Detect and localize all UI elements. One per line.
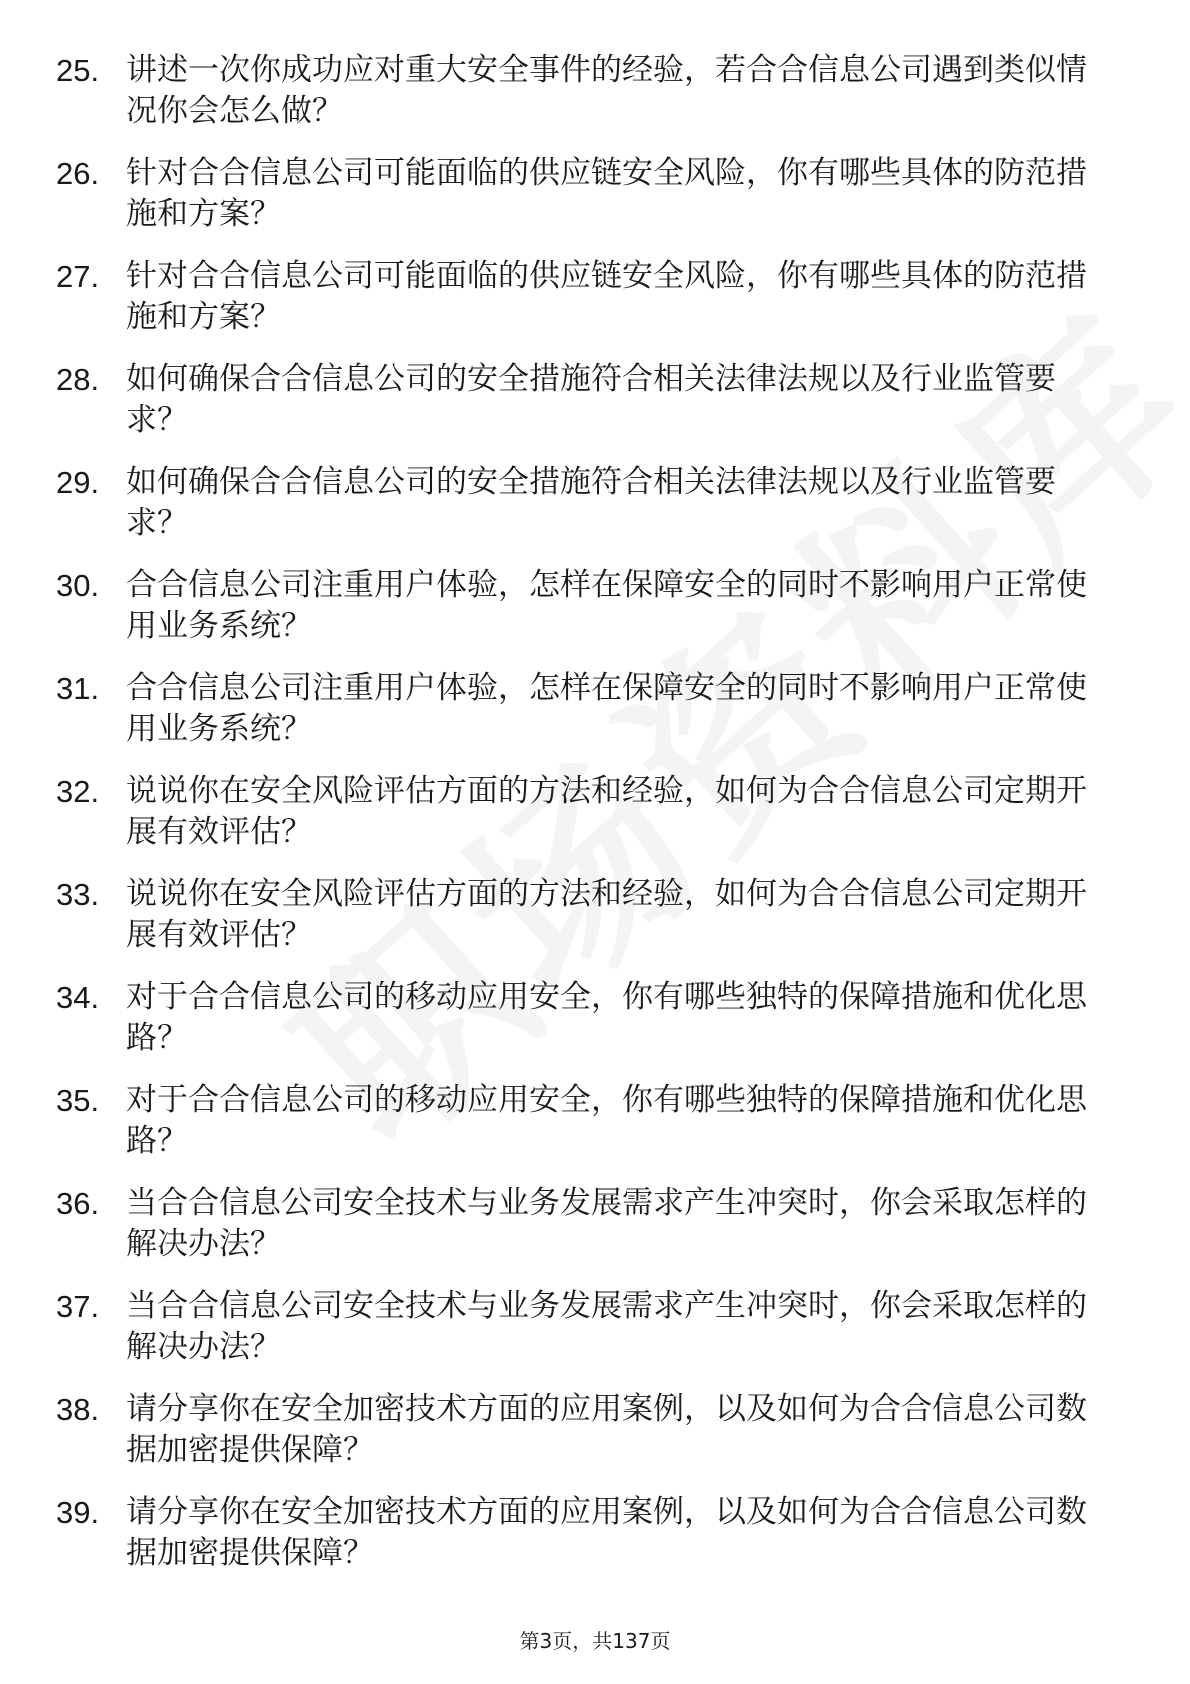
question-text: 如何确保合合信息公司的安全措施符合相关法律法规以及行业监管要求？ — [126, 361, 1056, 438]
question-text: 说说你在安全风险评估方面的方法和经验，如何为合合信息公司定期开展有效评估？ — [126, 773, 1087, 850]
question-number: 31. — [56, 671, 100, 706]
question-item — [56, 1286, 1116, 1368]
question-list — [56, 50, 1116, 1595]
question-number: 33. — [56, 877, 100, 912]
question-item — [56, 153, 1116, 235]
question-item — [56, 977, 1116, 1059]
question-text: 当合合信息公司安全技术与业务发展需求产生冲突时，你会采取怎样的解决办法？ — [126, 1185, 1087, 1262]
question-text: 针对合合信息公司可能面临的供应链安全风险，你有哪些具体的防范措施和方案？ — [126, 155, 1087, 232]
question-item — [56, 256, 1116, 338]
question-text: 合合信息公司注重用户体验，怎样在保障安全的同时不影响用户正常使用业务系统？ — [126, 670, 1087, 747]
question-item — [56, 874, 1116, 956]
question-number: 36. — [56, 1186, 100, 1221]
question-item — [56, 50, 1116, 132]
question-text: 当合合信息公司安全技术与业务发展需求产生冲突时，你会采取怎样的解决办法？ — [126, 1288, 1087, 1365]
question-item — [56, 1492, 1116, 1574]
question-number: 38. — [56, 1392, 100, 1427]
page-footer: 第3页，共137页 — [519, 1629, 671, 1653]
question-item — [56, 565, 1116, 647]
question-number: 37. — [56, 1289, 100, 1324]
question-text: 请分享你在安全加密技术方面的应用案例，以及如何为合合信息公司数据加密提供保障？ — [126, 1494, 1087, 1571]
question-text: 合合信息公司注重用户体验，怎样在保障安全的同时不影响用户正常使用业务系统？ — [126, 567, 1087, 644]
question-text: 如何确保合合信息公司的安全措施符合相关法律法规以及行业监管要求？ — [126, 464, 1056, 541]
question-number: 39. — [56, 1495, 100, 1530]
question-item — [56, 462, 1116, 544]
question-number: 32. — [56, 774, 100, 809]
question-text: 对于合合信息公司的移动应用安全，你有哪些独特的保障措施和优化思路？ — [126, 1082, 1087, 1159]
question-text: 说说你在安全风险评估方面的方法和经验，如何为合合信息公司定期开展有效评估？ — [126, 876, 1087, 953]
question-item — [56, 1389, 1116, 1471]
question-item — [56, 359, 1116, 441]
question-text: 讲述一次你成功应对重大安全事件的经验，若合合信息公司遇到类似情况你会怎么做？ — [126, 52, 1087, 129]
question-item — [56, 1080, 1116, 1162]
question-item — [56, 771, 1116, 853]
question-number: 34. — [56, 980, 100, 1015]
question-number: 28. — [56, 362, 100, 397]
question-number: 26. — [56, 156, 100, 191]
question-text: 请分享你在安全加密技术方面的应用案例，以及如何为合合信息公司数据加密提供保障？ — [126, 1391, 1087, 1468]
question-item — [56, 668, 1116, 750]
question-number: 27. — [56, 259, 100, 294]
question-number: 25. — [56, 53, 100, 88]
question-text: 对于合合信息公司的移动应用安全，你有哪些独特的保障措施和优化思路？ — [126, 979, 1087, 1056]
question-number: 29. — [56, 465, 100, 500]
question-number: 30. — [56, 568, 100, 603]
question-item — [56, 1183, 1116, 1265]
question-text: 针对合合信息公司可能面临的供应链安全风险，你有哪些具体的防范措施和方案？ — [126, 258, 1087, 335]
question-number: 35. — [56, 1083, 100, 1118]
